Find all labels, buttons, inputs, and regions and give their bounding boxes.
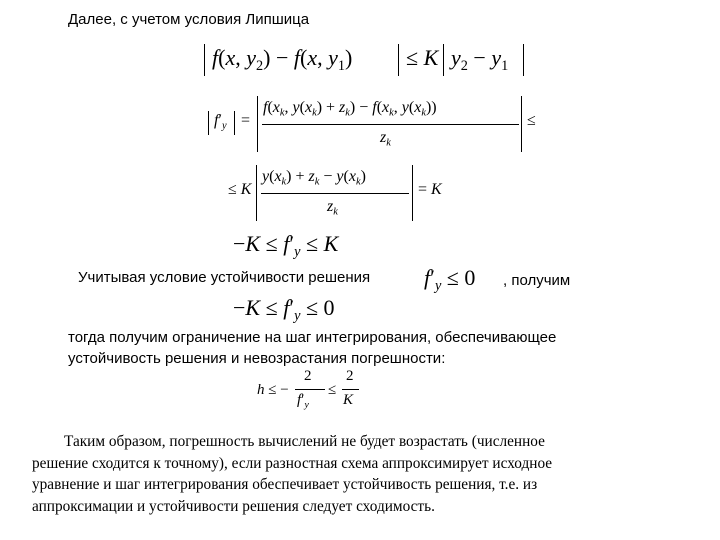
abs-bar — [398, 44, 399, 76]
stability-text: Учитывая условие устойчивости решения — [78, 269, 371, 286]
bound-tail: = K — [418, 181, 442, 198]
step-den1: $f'_y$ — [297, 392, 309, 411]
restriction-line-2: устойчивость решения и невозрастания погрешности: — [68, 350, 446, 367]
step-lead: h ≤ − — [257, 382, 289, 398]
step-formula — [255, 368, 375, 420]
equals-sign: = — [241, 112, 251, 129]
abs-bar — [257, 96, 258, 152]
derivative-numerator: $f(x_k$, $y(x_k) + z_k) - f(x_k$, $y(x_k)$) — [263, 99, 437, 119]
lipschitz-formula — [200, 42, 530, 78]
abs-bar — [256, 165, 257, 221]
stability-condition-formula: $f'_y \le 0$ — [424, 265, 476, 294]
conclusion-line-2: решение сходится к точному), если разностная схема аппроксимирует исходное — [32, 454, 553, 472]
conclusion-line-4: аппроксимации и устойчивости решения следует сходимость. — [32, 497, 435, 515]
restriction-line-1: тогда получим ограничение на шаг интегрирования, обеспечивающее — [68, 329, 557, 346]
lipschitz-left: f(x, $y_2) - f(x$, $y_1$) — [212, 45, 353, 74]
fraction-line — [261, 193, 409, 194]
fraction-line — [262, 124, 519, 125]
abs-bar — [412, 165, 413, 221]
lipschitz-right: $y_2 - y_1$ — [451, 45, 509, 74]
bound-lead: ≤ K — [228, 181, 252, 198]
bound-denominator: $z_k$ — [327, 198, 338, 218]
abs-bar — [234, 111, 235, 135]
conclusion-line-3: уравнение и шаг интегрирования обеспечивает устойчивость решения, т.е. из — [32, 476, 538, 493]
conclusion-paragraph — [32, 431, 692, 517]
bound-formula — [226, 163, 456, 225]
step-leq: ≤ — [328, 382, 337, 398]
derivative-denominator: $z_k$ — [380, 129, 391, 149]
range-formula: $-K \le f'_y \le K$ — [233, 231, 339, 260]
bound-numerator: $y(x_k) + z_k - y(x_k)$ — [262, 168, 366, 188]
step-num2: 2 — [346, 368, 354, 384]
conclusion-line-1: Таким образом, погрешность вычислений не будет возрастать (численное — [64, 433, 545, 450]
abs-bar — [208, 111, 209, 135]
derivative-lhs: $f'_y$ — [214, 112, 227, 132]
abs-bar — [521, 96, 522, 152]
derivative-formula — [205, 95, 545, 157]
step-den2: K — [343, 392, 354, 408]
range-negative-formula: $-K \le f'_y \le 0$ — [233, 295, 335, 324]
step-num1: 2 — [304, 368, 312, 384]
abs-bar — [204, 44, 205, 76]
fraction-line — [295, 389, 325, 390]
intro-text: Далее, с учетом условия Липшица — [68, 11, 310, 28]
lipschitz-relation: ≤ K — [406, 45, 439, 70]
obtain-text: , получим — [503, 272, 571, 289]
abs-bar — [523, 44, 524, 76]
fraction-line — [342, 389, 359, 390]
leq-sign: ≤ — [527, 112, 536, 129]
abs-bar — [443, 44, 444, 76]
